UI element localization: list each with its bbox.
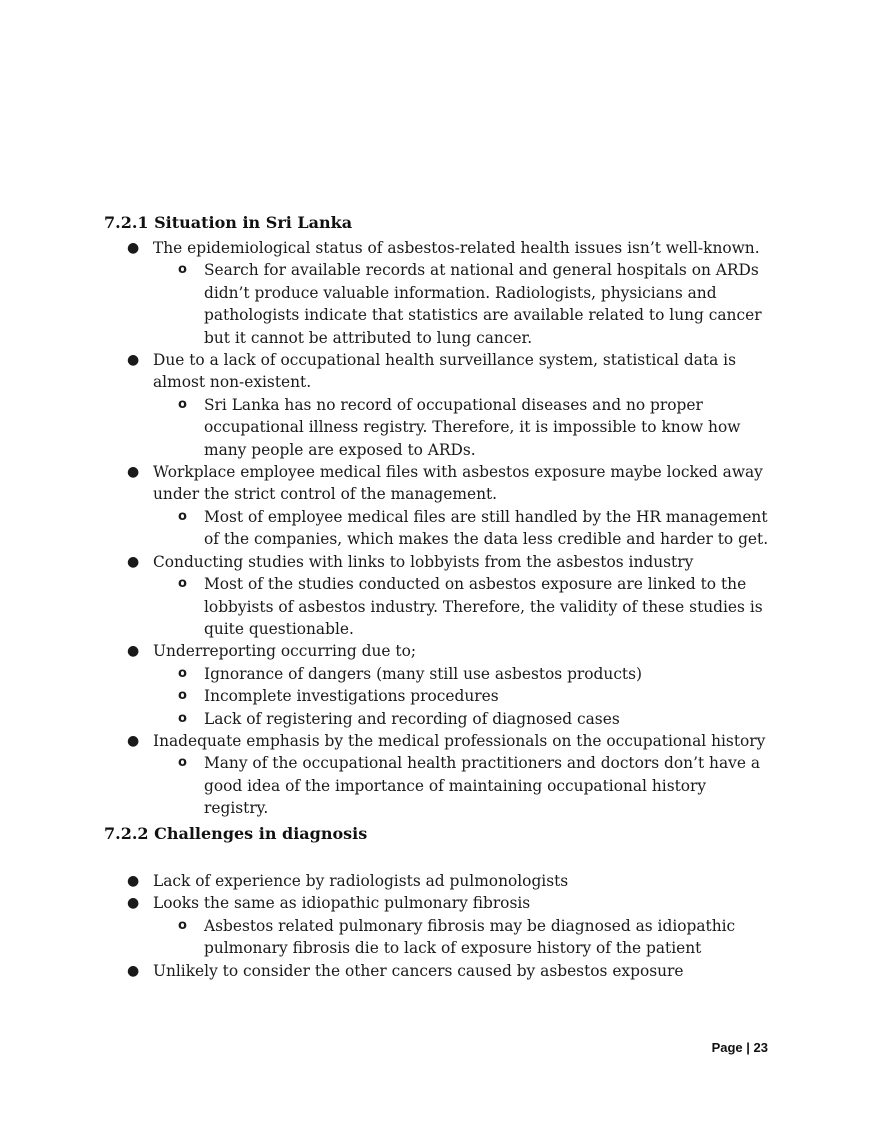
circle-bullet-icon: o: [178, 710, 187, 726]
sub-list-item: [153, 685, 774, 707]
circle-bullet-icon: o: [178, 262, 187, 278]
sub-list-item: [153, 752, 774, 819]
bullet-icon: ●: [127, 895, 140, 912]
sub-list-item: [153, 259, 774, 349]
list-item: [104, 960, 774, 982]
circle-bullet-icon: o: [178, 576, 187, 592]
list-item: [104, 551, 774, 641]
list-item: [104, 461, 774, 551]
bullet-icon: ●: [127, 643, 140, 660]
sub-list-item: [153, 663, 774, 685]
sub-list-item: [153, 394, 774, 461]
section-heading-situation: 7.2.1 Situation in Sri Lanka: [104, 213, 353, 232]
sub-list-item-text: Asbestos related pulmonary fibrosis may be diagnosed as idiopathic pulmonary fibrosis die to lack of exposure history of the patient: [204, 916, 736, 958]
sub-list: [153, 259, 774, 349]
list-item: [104, 730, 774, 820]
sub-list-item: [153, 573, 774, 640]
circle-bullet-icon: o: [178, 508, 187, 524]
list-item-text: Underreporting occurring due to;: [153, 642, 417, 661]
sub-list-item: [153, 708, 774, 730]
list-item-text: Conducting studies with links to lobbyists from the asbestos industry: [153, 552, 694, 571]
sub-list: [153, 915, 774, 960]
sub-list-item-text: Incomplete investigations procedures: [204, 687, 499, 706]
sub-list-item: [153, 915, 774, 960]
list-item: [104, 349, 774, 461]
bullet-icon: ●: [127, 553, 140, 570]
situation-list: [104, 237, 774, 820]
sub-list-item: [153, 506, 774, 551]
list-item: [104, 892, 774, 959]
sub-list: [153, 573, 774, 640]
sub-list-item-text: Most of the studies conducted on asbestos exposure are linked to the lobbyists of asbestos industry. Therefore, the validity of these studies is quite questionable.: [204, 575, 763, 638]
circle-bullet-icon: o: [178, 755, 187, 771]
sub-list-item-text: Sri Lanka has no record of occupational diseases and no proper occupational illness registry. Therefore, it is impossible to know how many people are exposed to ARDs.: [204, 395, 741, 459]
list-item: [104, 870, 774, 892]
sub-list: [153, 663, 774, 730]
bullet-icon: ●: [127, 732, 140, 749]
circle-bullet-icon: o: [178, 688, 187, 704]
bullet-icon: ●: [127, 962, 140, 979]
bullet-icon: ●: [127, 464, 140, 481]
list-item-text: Workplace employee medical files with asbestos exposure maybe locked away under the strict control of the management.: [153, 463, 763, 504]
list-item-text: Unlikely to consider the other cancers caused by asbestos exposure: [153, 961, 684, 980]
sub-list-item-text: Lack of registering and recording of diagnosed cases: [204, 709, 620, 728]
list-item-text: Due to a lack of occupational health surveillance system, statistical data is almost non-existent.: [153, 351, 736, 392]
sub-list-item-text: Many of the occupational health practitioners and doctors don’t have a good idea of the importance of maintaining occupational history registry.: [204, 754, 760, 818]
list-item-text: Lack of experience by radiologists ad pulmonologists: [153, 872, 569, 890]
bullet-icon: ●: [127, 240, 140, 256]
circle-bullet-icon: o: [178, 665, 187, 681]
sub-list-item-text: Most of employee medical files are still handled by the HR management of the companies, which makes the data less credible and harder to get.: [204, 507, 769, 549]
challenges-list: [104, 870, 774, 982]
bullet-icon: ●: [127, 873, 140, 889]
sub-list-item-text: Ignorance of dangers (many still use asbestos products): [204, 664, 643, 683]
bullet-icon: ●: [127, 352, 140, 369]
list-item-text: The epidemiological status of asbestos-related health issues isn’t well-known.: [153, 239, 760, 257]
circle-bullet-icon: o: [178, 396, 187, 412]
list-item-text: Inadequate emphasis by the medical professionals on the occupational history: [153, 731, 766, 750]
list-item-text: Looks the same as idiopathic pulmonary fibrosis: [153, 894, 531, 913]
sub-list-item-text: Search for available records at national and general hospitals on ARDs didn’t produce valuable information. Radiologists, physicians and pathologists indicate that statistics are available related to lung cancer but it cannot be attributed to lung cancer.: [204, 261, 762, 347]
sub-list: [153, 394, 774, 461]
section-heading-challenges: 7.2.2 Challenges in diagnosis: [104, 824, 368, 843]
list-item: [104, 640, 774, 730]
sub-list: [153, 752, 774, 819]
circle-bullet-icon: o: [178, 917, 187, 933]
page-number: Page | 23: [711, 1040, 768, 1055]
sub-list: [153, 506, 774, 551]
list-item: [104, 237, 774, 349]
